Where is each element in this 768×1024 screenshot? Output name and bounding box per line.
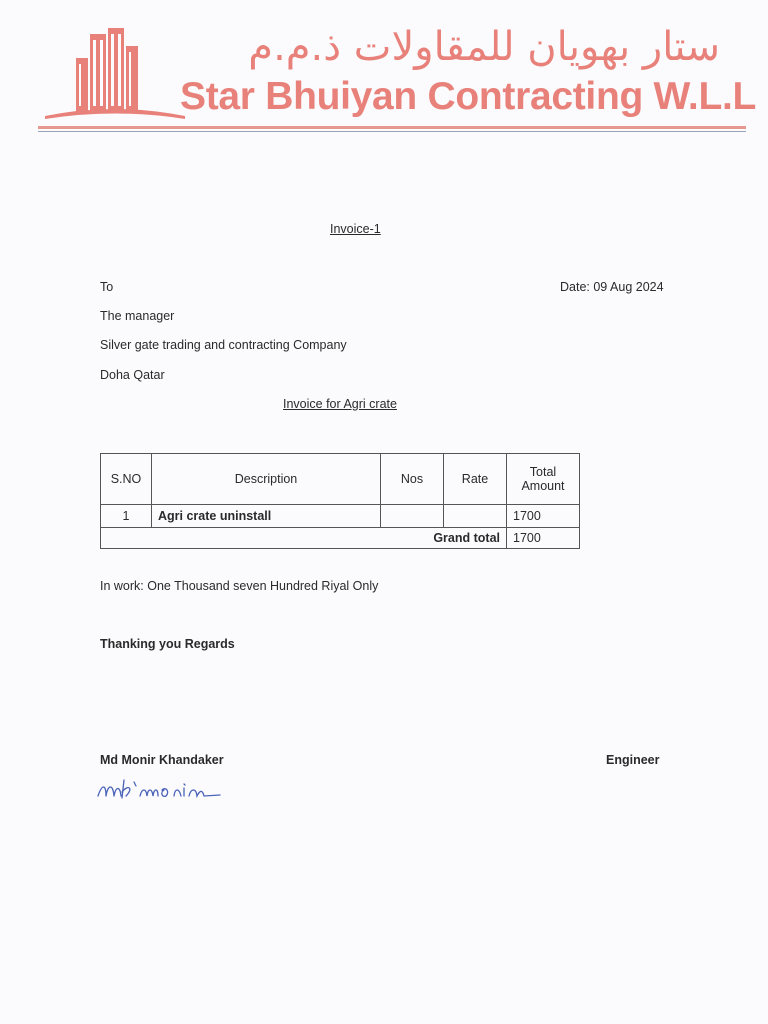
header-total-line1: Total <box>529 465 557 479</box>
recipient-line-2: Silver gate trading and contracting Company <box>100 338 347 352</box>
row-nos <box>381 505 444 528</box>
table-row <box>101 505 580 528</box>
header-sno: S.NO <box>101 454 152 505</box>
grand-total-label: Grand total <box>101 528 507 549</box>
table-header-row <box>101 454 580 505</box>
header-total-line2: Amount <box>521 479 565 493</box>
invoice-table <box>100 453 580 549</box>
row-sno: 1 <box>101 505 152 528</box>
company-name-arabic: ستار بهويان للمقاولات ذ.م.م <box>248 24 720 70</box>
header-rate: Rate <box>444 454 507 505</box>
signatory-title: Engineer <box>606 753 660 767</box>
header-nos: Nos <box>381 454 444 505</box>
invoice-subject: Invoice for Agri crate <box>283 397 397 411</box>
row-description: Agri crate uninstall <box>152 505 381 528</box>
grand-total-row <box>101 528 580 549</box>
recipient-line-1: The manager <box>100 309 175 323</box>
header-total-amount <box>507 454 580 505</box>
row-total: 1700 <box>507 505 580 528</box>
row-rate <box>444 505 507 528</box>
header-description: Description <box>152 454 381 505</box>
grand-total-value: 1700 <box>507 528 580 549</box>
closing-text: Thanking you Regards <box>100 637 235 651</box>
recipient-line-3: Doha Qatar <box>100 368 165 382</box>
company-logo-icon <box>40 22 190 122</box>
invoice-title: Invoice-1 <box>330 222 381 236</box>
amount-in-words: In work: One Thousand seven Hundred Riyal Only <box>100 579 379 593</box>
letterhead-divider-thin <box>38 131 746 132</box>
company-name-english: Star Bhuiyan Contracting W.L.L <box>180 75 757 118</box>
signatory-name: Md Monir Khandaker <box>100 753 224 767</box>
to-label: To <box>100 280 114 294</box>
letterhead-divider <box>38 126 746 129</box>
handwritten-signature <box>96 774 226 804</box>
invoice-date: Date: 09 Aug 2024 <box>560 280 664 294</box>
